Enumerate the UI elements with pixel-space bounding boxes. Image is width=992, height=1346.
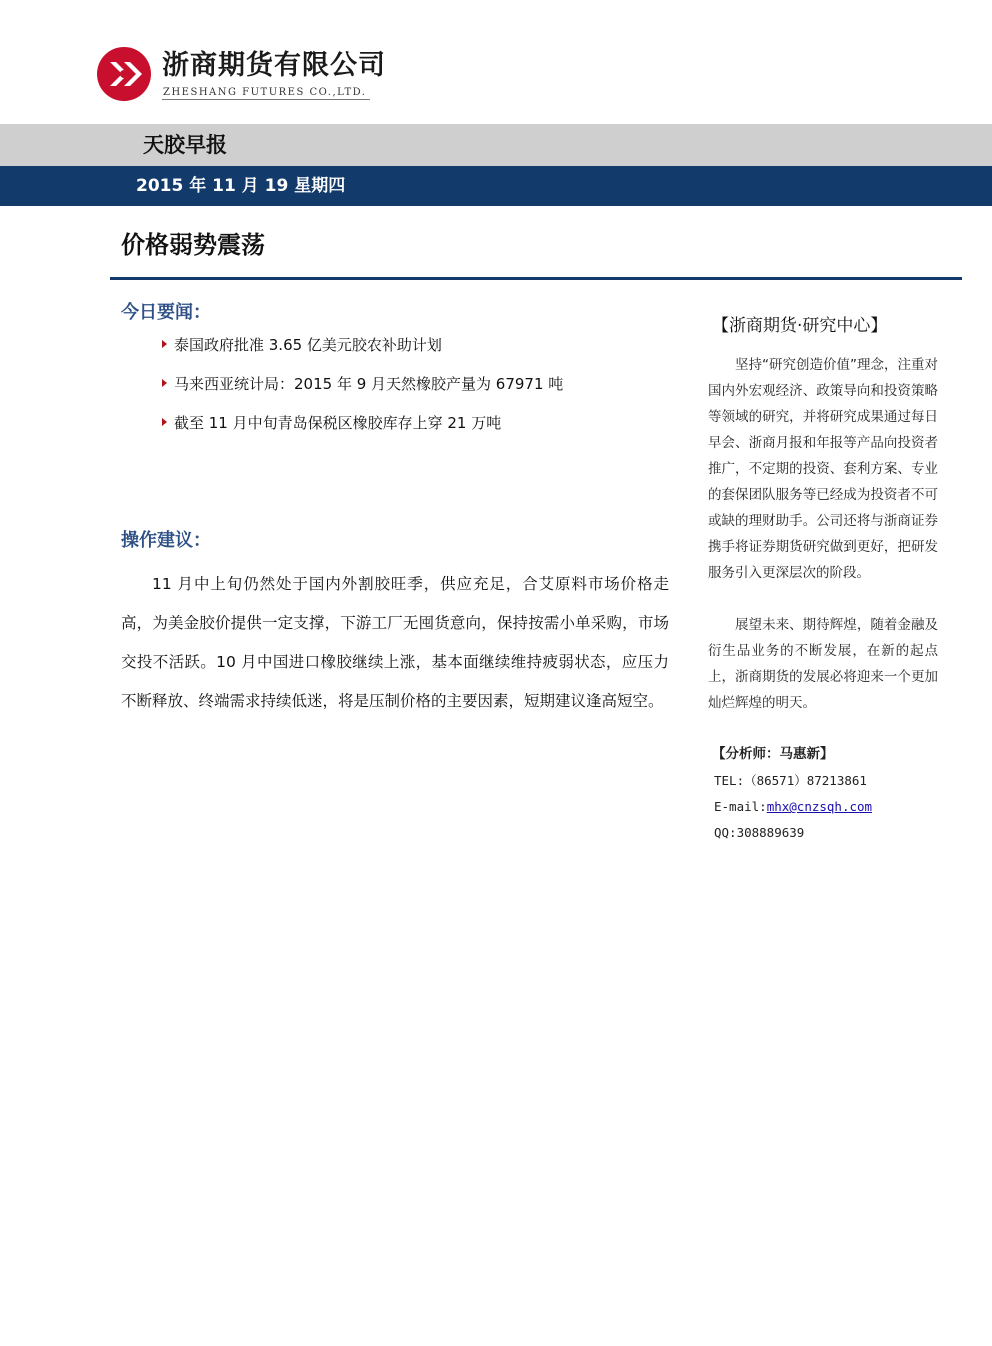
analyst-name: 【分析师：马惠新】 [712, 746, 834, 762]
company-logo-icon [96, 46, 152, 102]
news-section-title: 今日要闻： [121, 302, 211, 323]
report-date: 2015 年 11 月 19 星期四 [136, 176, 346, 196]
report-name-band [0, 124, 992, 166]
bullet-arrow-icon [162, 418, 167, 426]
headline: 价格弱势震荡 [121, 231, 265, 259]
email-link[interactable]: mhx@cnzsqh.com [766, 799, 873, 814]
brand-underline [162, 99, 370, 100]
news-item-text: 马来西亚统计局：2015 年 9 月天然橡胶产量为 67971 吨 [174, 375, 564, 393]
news-item [162, 412, 501, 434]
bullet-arrow-icon [162, 340, 167, 348]
headline-rule [110, 277, 962, 280]
advice-section-title: 操作建议： [121, 530, 211, 551]
news-item-text: 截至 11 月中旬青岛保税区橡胶库存上穿 21 万吨 [174, 414, 502, 432]
advice-paragraph: 11 月中上旬仍然处于国内外割胶旺季，供应充足，合艾原料市场价格走高，为美金胶价提供一定支撑，下游工厂无囤货意向，保持按需小单采购，市场交投不活跃。10 月中国进口橡胶继续上涨，基本面继续维持疲弱状态，应压力不断释放、终端需求持续低迷，将是压制价格的主要因素，短期建议逢高短空。 [121, 575, 669, 710]
news-item [162, 334, 442, 356]
brand-name-en: ZHESHANG FUTURES CO.,LTD. [163, 87, 367, 98]
research-center-intro: 坚持“研究创造价值”理念，注重对国内外宏观经济、政策导向和投资策略等领域的研究，并将研究成果通过每日早会、浙商月报和年报等产品向投资者推广，不定期的投资、套利方案、专业的套保团队服务等已经成为投资者不可或缺的理财助手。公司还将与浙商证券携手将证券期货研究做到更好，把研发服务引入更深层次的阶段。 [708, 357, 938, 581]
news-item [162, 373, 563, 395]
analyst-qq: QQ:308889639 [714, 825, 805, 840]
brand-name-cn: 浙商期货有限公司 [162, 50, 386, 81]
research-center-title: 【浙商期货·研究中心】 [712, 316, 888, 336]
email-label: E-mail: [714, 799, 767, 814]
date-band [0, 166, 992, 206]
news-item-text: 泰国政府批准 3.65 亿美元胶农补助计划 [174, 336, 442, 354]
analyst-tel: TEL:（86571）87213861 [714, 773, 867, 788]
report-name: 天胶早报 [143, 133, 227, 157]
research-center-outlook: 展望未来、期待辉煌，随着金融及衍生品业务的不断发展，在新的起点上，浙商期货的发展必将迎来一个更加灿烂辉煌的明天。 [708, 617, 938, 711]
bullet-arrow-icon [162, 379, 167, 387]
analyst-email [714, 797, 872, 817]
